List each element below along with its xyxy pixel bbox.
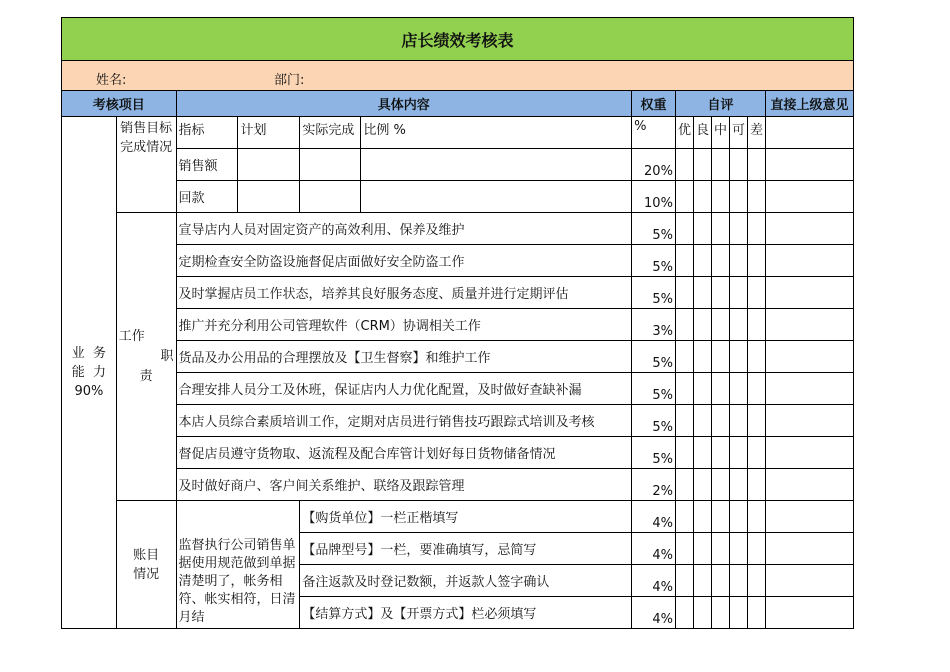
account-content: 【结算方式】及【开票方式】栏必须填写 bbox=[300, 597, 632, 629]
grade-cell[interactable] bbox=[693, 533, 711, 565]
grade-cell[interactable] bbox=[729, 501, 747, 533]
plan-cell[interactable] bbox=[238, 181, 300, 213]
grade-cell[interactable] bbox=[675, 245, 693, 277]
supervisor-cell[interactable] bbox=[766, 533, 854, 565]
header-supervisor: 直接上级意见 bbox=[766, 91, 854, 117]
dept-label: 部门: bbox=[274, 73, 305, 88]
appraisal-table bbox=[61, 90, 854, 629]
supervisor-cell[interactable] bbox=[766, 469, 854, 501]
grade-cell[interactable] bbox=[693, 437, 711, 469]
table-row bbox=[62, 437, 854, 469]
grade-cell[interactable] bbox=[729, 341, 747, 373]
header-item: 考核项目 bbox=[62, 91, 177, 117]
grade-cell[interactable] bbox=[748, 277, 766, 309]
actual-cell[interactable] bbox=[300, 181, 361, 213]
weight-cell: 5% bbox=[632, 373, 676, 405]
grade-cell[interactable] bbox=[711, 181, 729, 213]
grade-cell[interactable] bbox=[729, 469, 747, 501]
table-row bbox=[62, 277, 854, 309]
supervisor-cell[interactable] bbox=[766, 309, 854, 341]
grade-medium: 中 bbox=[711, 117, 729, 149]
grade-cell[interactable] bbox=[729, 181, 747, 213]
grade-cell[interactable] bbox=[675, 181, 693, 213]
grade-cell[interactable] bbox=[693, 181, 711, 213]
table-row bbox=[62, 213, 854, 245]
grade-cell[interactable] bbox=[675, 437, 693, 469]
header-self: 自评 bbox=[675, 91, 765, 117]
grade-cell[interactable] bbox=[711, 533, 729, 565]
weight-cell: 20% bbox=[632, 149, 676, 181]
duty-content: 推广并充分利用公司管理软件（CRM）协调相关工作 bbox=[176, 309, 632, 341]
supervisor-cell[interactable] bbox=[766, 341, 854, 373]
grade-cell[interactable] bbox=[748, 149, 766, 181]
duty-content: 督促店员遵守货物取、返流程及配合库管计划好每日货物储备情况 bbox=[176, 437, 632, 469]
grade-cell[interactable] bbox=[748, 405, 766, 437]
grade-cell[interactable] bbox=[675, 277, 693, 309]
duty-content: 定期检查安全防盗设施督促店面做好安全防盗工作 bbox=[176, 245, 632, 277]
grade-cell[interactable] bbox=[748, 341, 766, 373]
grade-cell[interactable] bbox=[675, 213, 693, 245]
actual-cell[interactable] bbox=[300, 149, 361, 181]
supervisor-cell[interactable] bbox=[766, 373, 854, 405]
grade-cell[interactable] bbox=[711, 405, 729, 437]
ratio-cell[interactable] bbox=[361, 149, 632, 181]
grade-cell[interactable] bbox=[693, 149, 711, 181]
grade-cell[interactable] bbox=[729, 309, 747, 341]
supervisor-cell[interactable] bbox=[766, 181, 854, 213]
grade-cell[interactable] bbox=[675, 309, 693, 341]
info-row bbox=[61, 61, 854, 90]
supervisor-cell[interactable] bbox=[766, 437, 854, 469]
plan-label: 计划 bbox=[238, 117, 300, 149]
grade-cell[interactable] bbox=[748, 533, 766, 565]
grade-poor: 差 bbox=[748, 117, 766, 149]
business-line3: 90% bbox=[74, 384, 104, 399]
duty-content: 本店人员综合素质培训工作，定期对店员进行销售技巧跟踪式培训及考核 bbox=[176, 405, 632, 437]
grade-cell[interactable] bbox=[729, 565, 747, 597]
grade-cell[interactable] bbox=[675, 405, 693, 437]
header-content: 具体内容 bbox=[176, 91, 632, 117]
grade-cell[interactable] bbox=[693, 373, 711, 405]
grade-cell[interactable] bbox=[693, 341, 711, 373]
grade-good: 良 bbox=[693, 117, 711, 149]
grade-cell[interactable] bbox=[748, 309, 766, 341]
grade-cell[interactable] bbox=[748, 565, 766, 597]
grade-cell[interactable] bbox=[748, 501, 766, 533]
business-ability-cell bbox=[62, 117, 117, 629]
duty-content: 及时掌握店员工作状态，培养其良好服务态度、质量并进行定期评估 bbox=[176, 277, 632, 309]
duties-line3: 责 bbox=[139, 368, 153, 384]
appraisal-sheet bbox=[61, 17, 854, 672]
table-row bbox=[62, 341, 854, 373]
grade-cell[interactable] bbox=[711, 469, 729, 501]
grade-cell[interactable] bbox=[729, 213, 747, 245]
grade-cell[interactable] bbox=[729, 373, 747, 405]
grade-cell[interactable] bbox=[675, 341, 693, 373]
grade-cell[interactable] bbox=[693, 309, 711, 341]
grade-cell[interactable] bbox=[748, 213, 766, 245]
table-row bbox=[62, 373, 854, 405]
accounts-description: 监督执行公司销售单据使用规范做到单据清楚明了，帐务相符、帐实相符，日清月结 bbox=[176, 501, 300, 629]
indicator-label: 指标 bbox=[176, 117, 238, 149]
supervisor-cell[interactable] bbox=[766, 597, 854, 629]
sheet-title: 店长绩效考核表 bbox=[61, 17, 854, 61]
grade-cell[interactable] bbox=[693, 405, 711, 437]
grade-cell[interactable] bbox=[729, 533, 747, 565]
table-row bbox=[62, 181, 854, 213]
percent-label: % bbox=[632, 117, 676, 149]
duties-line1: 工作 bbox=[118, 328, 145, 344]
grade-cell[interactable] bbox=[693, 597, 711, 629]
supervisor-cell[interactable] bbox=[766, 405, 854, 437]
grade-cell[interactable] bbox=[729, 149, 747, 181]
grade-cell[interactable] bbox=[693, 245, 711, 277]
weight-cell: 5% bbox=[632, 405, 676, 437]
weight-cell: 4% bbox=[632, 533, 676, 565]
duty-content: 及时做好商户、客户间关系维护、联络及跟踪管理 bbox=[176, 469, 632, 501]
supervisor-cell[interactable] bbox=[766, 501, 854, 533]
weight-cell: 10% bbox=[632, 181, 676, 213]
grade-cell[interactable] bbox=[748, 597, 766, 629]
grade-cell[interactable] bbox=[693, 277, 711, 309]
grade-cell[interactable] bbox=[748, 373, 766, 405]
supervisor-cell[interactable] bbox=[766, 277, 854, 309]
ratio-label: 比例 % bbox=[361, 117, 632, 149]
grade-cell[interactable] bbox=[675, 597, 693, 629]
weight-cell: 3% bbox=[632, 309, 676, 341]
duty-content: 货品及办公用品的合理摆放及【卫生督察】和维护工作 bbox=[176, 341, 632, 373]
grade-cell[interactable] bbox=[729, 405, 747, 437]
table-row bbox=[62, 309, 854, 341]
grade-cell[interactable] bbox=[675, 501, 693, 533]
grade-cell[interactable] bbox=[711, 309, 729, 341]
grade-cell[interactable] bbox=[711, 565, 729, 597]
grade-cell[interactable] bbox=[675, 149, 693, 181]
grade-cell[interactable] bbox=[711, 437, 729, 469]
grade-cell[interactable] bbox=[693, 501, 711, 533]
grade-cell[interactable] bbox=[729, 277, 747, 309]
account-content: 【购货单位】一栏正楷填写 bbox=[300, 501, 632, 533]
grade-cell[interactable] bbox=[748, 469, 766, 501]
grade-cell[interactable] bbox=[711, 213, 729, 245]
duty-content: 宣导店内人员对固定资产的高效利用、保养及维护 bbox=[176, 213, 632, 245]
weight-cell: 4% bbox=[632, 597, 676, 629]
table-row bbox=[62, 149, 854, 181]
grade-cell[interactable] bbox=[748, 181, 766, 213]
grade-cell[interactable] bbox=[675, 469, 693, 501]
weight-cell: 4% bbox=[632, 501, 676, 533]
sales-indicator: 销售额 bbox=[176, 149, 238, 181]
table-row bbox=[62, 501, 854, 533]
weight-cell: 5% bbox=[632, 245, 676, 277]
name-label: 姓名: bbox=[96, 73, 127, 88]
weight-cell: 5% bbox=[632, 277, 676, 309]
grade-cell[interactable] bbox=[711, 501, 729, 533]
duties-line2: 职 bbox=[160, 348, 174, 364]
supervisor-cell[interactable] bbox=[766, 213, 854, 245]
supervisor-cell[interactable] bbox=[766, 245, 854, 277]
account-content: 【品牌型号】一栏，要准确填写，忌简写 bbox=[300, 533, 632, 565]
grade-cell[interactable] bbox=[748, 437, 766, 469]
grade-cell[interactable] bbox=[675, 533, 693, 565]
account-content: 备注返款及时登记数额，并返款人签字确认 bbox=[300, 565, 632, 597]
supervisor-cell[interactable] bbox=[766, 117, 854, 149]
table-row bbox=[62, 469, 854, 501]
grade-cell[interactable] bbox=[711, 277, 729, 309]
weight-cell: 5% bbox=[632, 341, 676, 373]
header-weight: 权重 bbox=[632, 91, 676, 117]
business-line2: 能 力 bbox=[71, 365, 107, 380]
supervisor-cell[interactable] bbox=[766, 149, 854, 181]
weight-cell: 5% bbox=[632, 437, 676, 469]
table-row bbox=[62, 405, 854, 437]
grade-cell[interactable] bbox=[693, 469, 711, 501]
grade-cell[interactable] bbox=[675, 373, 693, 405]
sales-category: 销售目标完成情况 bbox=[116, 117, 176, 213]
table-row bbox=[62, 245, 854, 277]
duty-content: 合理安排人员分工及休班，保证店内人力优化配置，及时做好查缺补漏 bbox=[176, 373, 632, 405]
grade-cell[interactable] bbox=[711, 149, 729, 181]
grade-cell[interactable] bbox=[711, 373, 729, 405]
grade-cell[interactable] bbox=[729, 437, 747, 469]
sales-indicator: 回款 bbox=[176, 181, 238, 213]
accounts-category: 账目情况 bbox=[116, 501, 176, 629]
grade-cell[interactable] bbox=[711, 245, 729, 277]
weight-cell: 5% bbox=[632, 213, 676, 245]
weight-cell: 4% bbox=[632, 565, 676, 597]
grade-cell[interactable] bbox=[693, 213, 711, 245]
plan-cell[interactable] bbox=[238, 149, 300, 181]
grade-cell[interactable] bbox=[729, 597, 747, 629]
weight-cell: 2% bbox=[632, 469, 676, 501]
actual-label: 实际完成 bbox=[300, 117, 361, 149]
header-row bbox=[62, 91, 854, 117]
grade-cell[interactable] bbox=[675, 565, 693, 597]
duties-category bbox=[116, 213, 176, 501]
grade-cell[interactable] bbox=[711, 597, 729, 629]
grade-cell[interactable] bbox=[711, 341, 729, 373]
ratio-cell[interactable] bbox=[361, 181, 632, 213]
business-line1: 业 务 bbox=[71, 346, 107, 361]
grade-cell[interactable] bbox=[748, 245, 766, 277]
sub-header-row bbox=[62, 117, 854, 149]
grade-cell[interactable] bbox=[693, 565, 711, 597]
grade-cell[interactable] bbox=[729, 245, 747, 277]
grade-fair: 可 bbox=[729, 117, 747, 149]
supervisor-cell[interactable] bbox=[766, 565, 854, 597]
grade-excellent: 优 bbox=[675, 117, 693, 149]
